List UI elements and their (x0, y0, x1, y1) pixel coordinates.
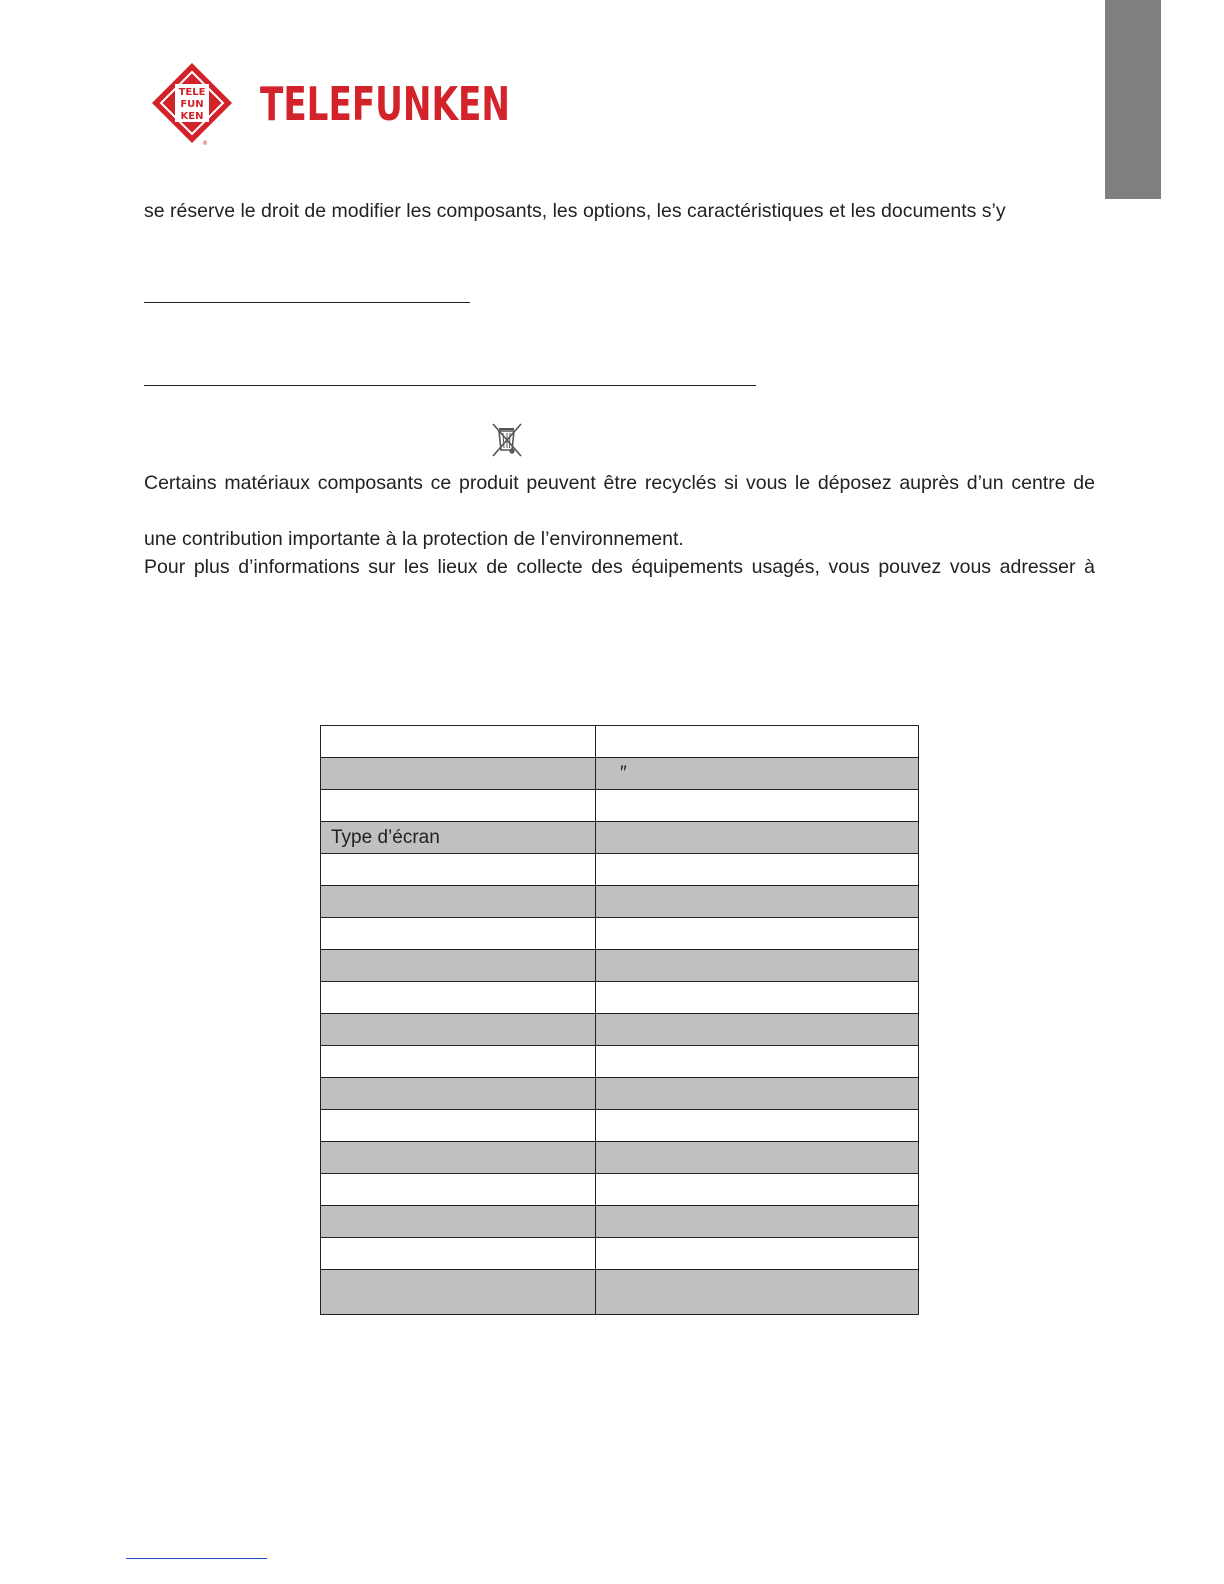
spec-value (596, 1174, 919, 1206)
spec-value (596, 1270, 919, 1315)
table-row (321, 1046, 919, 1078)
spec-table (320, 725, 919, 1315)
svg-text:TELE: TELE (178, 87, 206, 98)
spec-value (596, 726, 919, 758)
telefunken-logo (148, 62, 518, 148)
table-row (321, 886, 919, 918)
spec-label (321, 1142, 596, 1174)
spec-label (321, 1046, 596, 1078)
divider-short (144, 302, 470, 303)
spec-value (596, 1046, 919, 1078)
table-row (321, 1206, 919, 1238)
recycling-text-line-2: une contribution importante à la protection de l’environnement. (144, 528, 684, 550)
recycling-text-line-3: Pour plus d’informations sur les lieux de collecte des équipements usagés, vous pouvez vous adresser à (144, 556, 1095, 578)
table-row (321, 982, 919, 1014)
table-row (321, 1142, 919, 1174)
spec-label (321, 950, 596, 982)
spec-label (321, 758, 596, 790)
spec-value (596, 1238, 919, 1270)
spec-label (321, 790, 596, 822)
spec-label (321, 1014, 596, 1046)
spec-label (321, 982, 596, 1014)
spec-label (321, 1110, 596, 1142)
intro-text: se réserve le droit de modifier les composants, les options, les caractéristiques et les documents s’y (144, 200, 1006, 222)
spec-label (321, 1078, 596, 1110)
table-row (321, 1078, 919, 1110)
spec-value (596, 790, 919, 822)
spec-value (596, 950, 919, 982)
spec-value: ″ (596, 758, 919, 790)
spec-value (596, 1110, 919, 1142)
page-edge-tab (1105, 0, 1161, 199)
spec-value (596, 1142, 919, 1174)
spec-label (321, 1238, 596, 1270)
table-row (321, 822, 919, 854)
table-row (321, 1238, 919, 1270)
table-row (321, 1174, 919, 1206)
spec-label (321, 918, 596, 950)
spec-value (596, 1078, 919, 1110)
spec-label (321, 854, 596, 886)
table-row (321, 1270, 919, 1315)
spec-value (596, 822, 919, 854)
spec-value (596, 886, 919, 918)
table-row (321, 1110, 919, 1142)
table-row (321, 950, 919, 982)
svg-text:KEN: KEN (180, 111, 204, 122)
brand-wordmark: TELEFUNKEN (260, 77, 510, 131)
spec-label (321, 726, 596, 758)
table-row (321, 758, 919, 790)
table-row (321, 854, 919, 886)
weee-bin-icon (490, 421, 524, 459)
spec-value (596, 918, 919, 950)
divider-long (144, 385, 756, 386)
spec-label (321, 1270, 596, 1315)
svg-text:FUN: FUN (180, 99, 204, 110)
recycling-text-line-1: Certains matériaux composants ce produit peuvent être recyclés si vous le déposez auprès d’un centre de (144, 472, 1095, 494)
telefunken-emblem (152, 63, 232, 147)
spec-value (596, 1014, 919, 1046)
spec-value (596, 854, 919, 886)
hyperlink-underline[interactable] (126, 1558, 267, 1559)
spec-label (321, 1174, 596, 1206)
spec-value (596, 1206, 919, 1238)
svg-text:®: ® (202, 140, 208, 147)
table-row (321, 918, 919, 950)
spec-label (321, 1206, 596, 1238)
spec-label (321, 886, 596, 918)
table-row (321, 1014, 919, 1046)
table-row (321, 790, 919, 822)
spec-value (596, 982, 919, 1014)
table-row (321, 726, 919, 758)
spec-label: Type d’écran (321, 822, 596, 854)
